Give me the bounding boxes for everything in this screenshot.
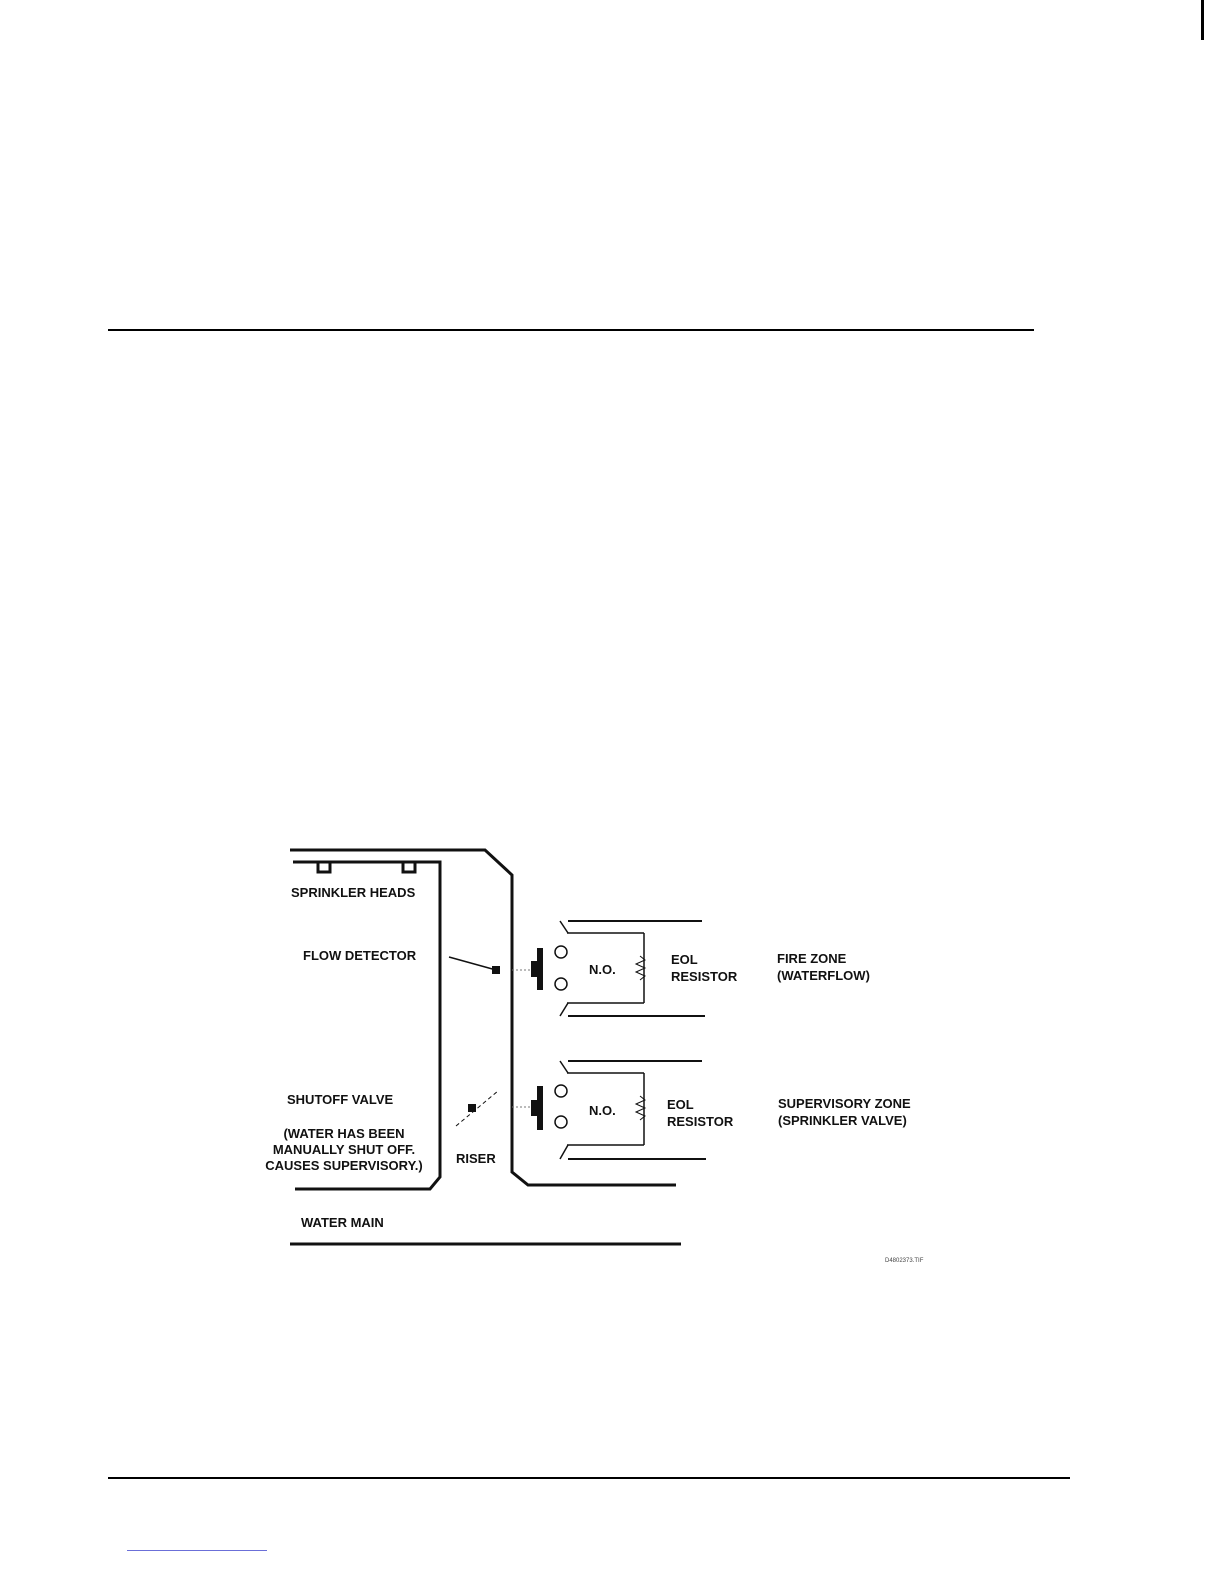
terminal-icon <box>555 1116 567 1128</box>
label-supervisory-resistor-line: EOL <box>667 1097 694 1112</box>
label-water-main: WATER MAIN <box>301 1215 384 1230</box>
contact-switch <box>537 1086 543 1130</box>
zone-wire <box>560 1061 568 1073</box>
bottom-divider-rule <box>108 1477 1070 1479</box>
piping <box>290 850 681 1244</box>
footer-link-underline[interactable] <box>127 1550 267 1551</box>
label-fire-zone-line: FIRE ZONE <box>777 951 847 966</box>
zone-wire <box>560 1003 568 1016</box>
label-sprinkler-heads: SPRINKLER HEADS <box>291 885 416 900</box>
file-reference: D4802373.TIF <box>885 1258 924 1264</box>
label-supervisory-zone-line: (SPRINKLER VALVE) <box>778 1113 907 1128</box>
label-riser: RISER <box>456 1151 496 1166</box>
flow-detector-leader <box>449 957 496 970</box>
label-shutoff-note-line: MANUALLY SHUT OFF. <box>272 1142 416 1157</box>
label-flow-detector: FLOW DETECTOR <box>303 948 417 963</box>
terminal-icon <box>555 978 567 990</box>
label-shutoff-note-line: CAUSES SUPERVISORY.) <box>265 1158 423 1173</box>
contact-switch <box>531 1100 537 1116</box>
label-fire-resistor-line: EOL <box>671 952 698 967</box>
contact-switch <box>531 961 537 977</box>
zone-wire <box>560 921 568 933</box>
label-fire-zone-line: (WATERFLOW) <box>777 968 870 983</box>
label-shutoff-valve: SHUTOFF VALVE <box>287 1092 394 1107</box>
label-supervisory-zone-line: SUPERVISORY ZONE <box>778 1096 911 1111</box>
flow-detector-sensor <box>492 966 500 974</box>
label-shutoff-note-line: (WATER HAS BEEN <box>283 1126 405 1141</box>
terminal-icon <box>555 946 567 958</box>
label-supervisory-contact: N.O. <box>589 1103 616 1118</box>
terminal-icon <box>555 1085 567 1097</box>
label-supervisory-resistor-line: RESISTOR <box>667 1114 734 1129</box>
contact-switch <box>537 948 543 990</box>
label-fire-contact: N.O. <box>589 962 616 977</box>
label-fire-resistor-line: RESISTOR <box>671 969 738 984</box>
shutoff-valve-sensor <box>468 1104 476 1112</box>
shutoff-valve-leader <box>456 1091 498 1126</box>
zone-wire <box>560 1145 568 1159</box>
